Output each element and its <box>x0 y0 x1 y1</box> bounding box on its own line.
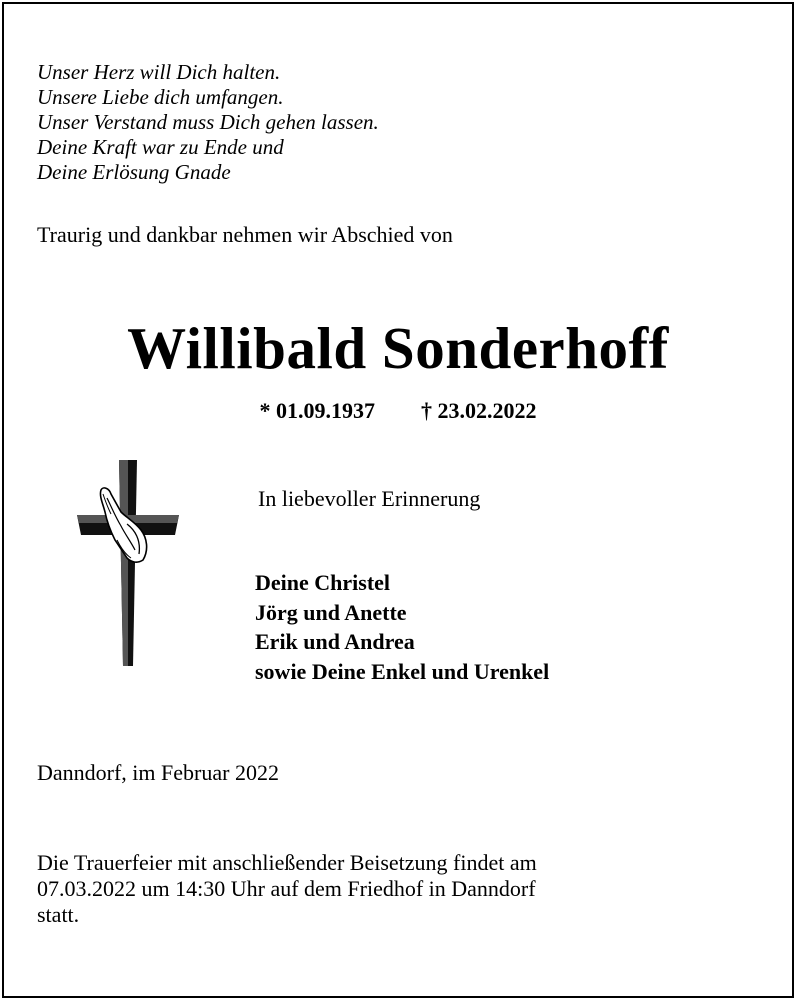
life-dates <box>0 398 796 424</box>
notice-line: statt. <box>37 902 80 927</box>
poem-line: Unser Herz will Dich halten. <box>37 60 281 84</box>
cross-with-praying-hands-icon <box>77 460 179 666</box>
family-member: Jörg und Anette <box>255 599 407 625</box>
family-list <box>255 568 549 686</box>
poem-line: Deine Kraft war zu Ende und <box>37 135 284 159</box>
family-member: Erik und Andrea <box>255 629 415 654</box>
place-date: Danndorf, im Februar 2022 <box>37 760 279 785</box>
remembrance-text: In liebevoller Erinnerung <box>258 486 481 511</box>
notice-line: 07.03.2022 um 14:30 Uhr auf dem Friedhof in Danndorf <box>37 876 536 901</box>
notice-line: Die Trauerfeier mit anschließender Beisetzung findet am <box>37 850 537 875</box>
family-member: Deine Christel <box>255 570 391 595</box>
funeral-notice <box>37 850 757 928</box>
death-date: † 23.02.2022 <box>421 398 537 423</box>
poem-line: Unsere Liebe dich umfangen. <box>37 85 284 109</box>
poem-line: Deine Erlösung Gnade <box>37 160 231 184</box>
poem-line: Unser Verstand muss Dich gehen lassen. <box>37 110 379 134</box>
poem <box>37 60 379 185</box>
birth-date: * 01.09.1937 <box>259 398 375 423</box>
intro-text: Traurig und dankbar nehmen wir Abschied von <box>37 222 453 247</box>
family-member: sowie Deine Enkel und Urenkel <box>255 658 550 684</box>
deceased-name: Willibald Sonderhoff <box>127 315 669 381</box>
